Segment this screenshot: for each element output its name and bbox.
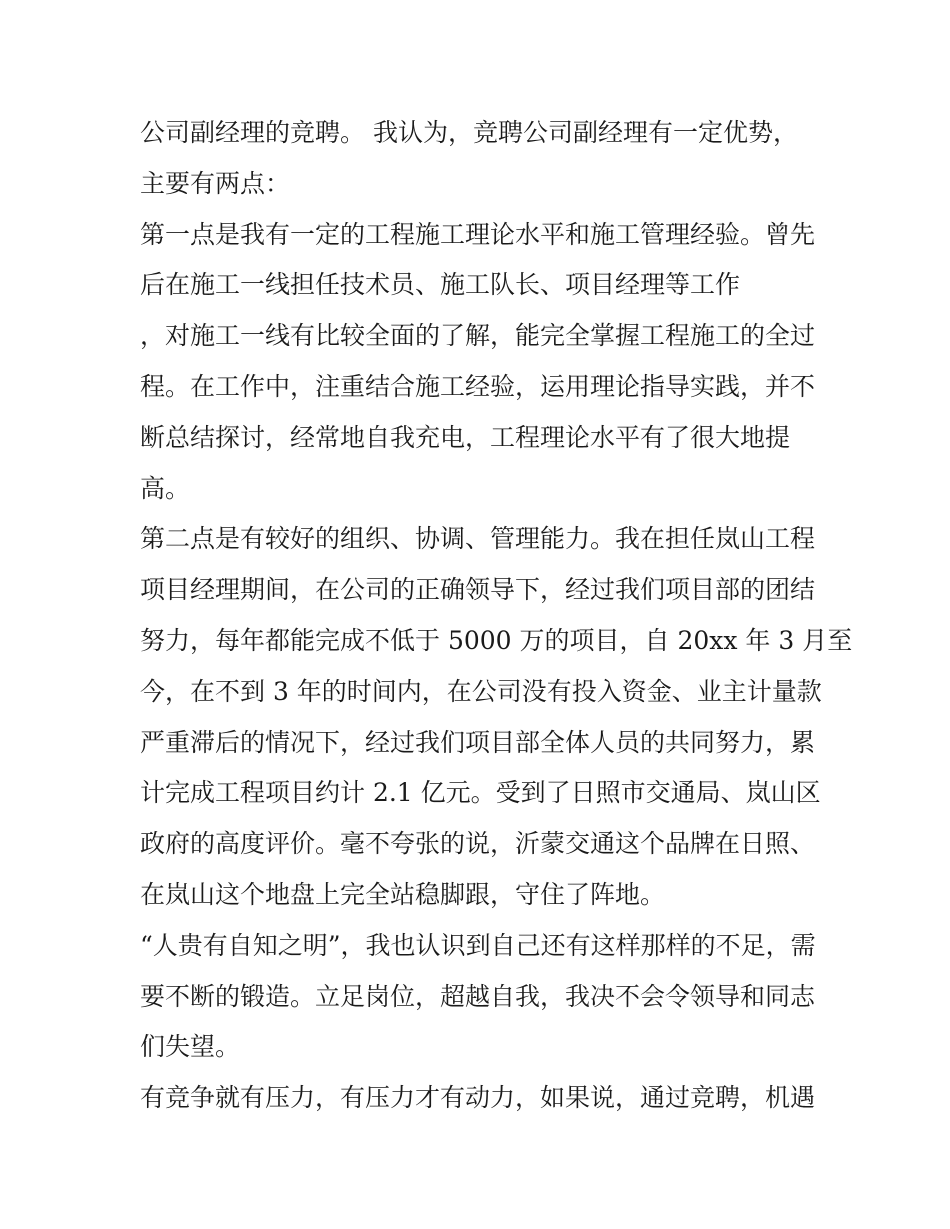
text-line: 计完成工程项目约计 2.1 亿元。受到了日照市交通局、岚山区: [140, 778, 821, 808]
text-line: ，对施工一线有比较全面的了解，能完全掌握工程施工的全过: [140, 321, 816, 351]
text-line: 今，在不到 3 年的时间内，在公司没有投入资金、业主计量款: [140, 676, 822, 706]
document-body: [140, 108, 853, 1124]
text-line: 第一点是我有一定的工程施工理论水平和施工管理经验。曾先: [140, 219, 816, 249]
text-line: 们失望。: [140, 1032, 241, 1062]
text-line: “人贵有自知之明”，我也认识到自己还有这样那样的不足，需: [140, 930, 816, 960]
text-line: 第二点是有较好的组织、协调、管理能力。我在担任岚山工程: [140, 524, 816, 554]
text-line: 严重滞后的情况下，经过我们项目部全体人员的共同努力，累: [140, 727, 816, 757]
text-line: 政府的高度评价。毫不夸张的说，沂蒙交通这个品牌在日照、: [140, 829, 816, 859]
text-line: 有竞争就有压力，有压力才有动力，如果说，通过竞聘，机遇: [140, 1083, 816, 1113]
text-line: 高。: [140, 473, 191, 503]
text-line: 程。在工作中，注重结合施工经验，运用理论指导实践，并不: [140, 371, 816, 401]
text-line: 努力，每年都能完成不低于 5000 万的项目，自 20xx 年 3 月至: [140, 625, 853, 655]
text-line: 主要有两点：: [140, 168, 291, 198]
text-line: 后在施工一线担任技术员、施工队长、项目经理等工作: [140, 270, 741, 300]
text-line: 公司副经理的竞聘。 我认为，竞聘公司副经理有一定优势，: [140, 118, 798, 147]
text-line: 在岚山这个地盘上完全站稳脚跟，守住了阵地。: [140, 879, 666, 909]
text-line: 项目经理期间，在公司的正确领导下，经过我们项目部的团结: [140, 575, 816, 605]
text-line: 要不断的锻造。立足岗位，超越自我，我决不会令领导和同志: [140, 981, 816, 1011]
text-line: 断总结探讨，经常地自我充电，工程理论水平有了很大地提: [140, 422, 791, 452]
